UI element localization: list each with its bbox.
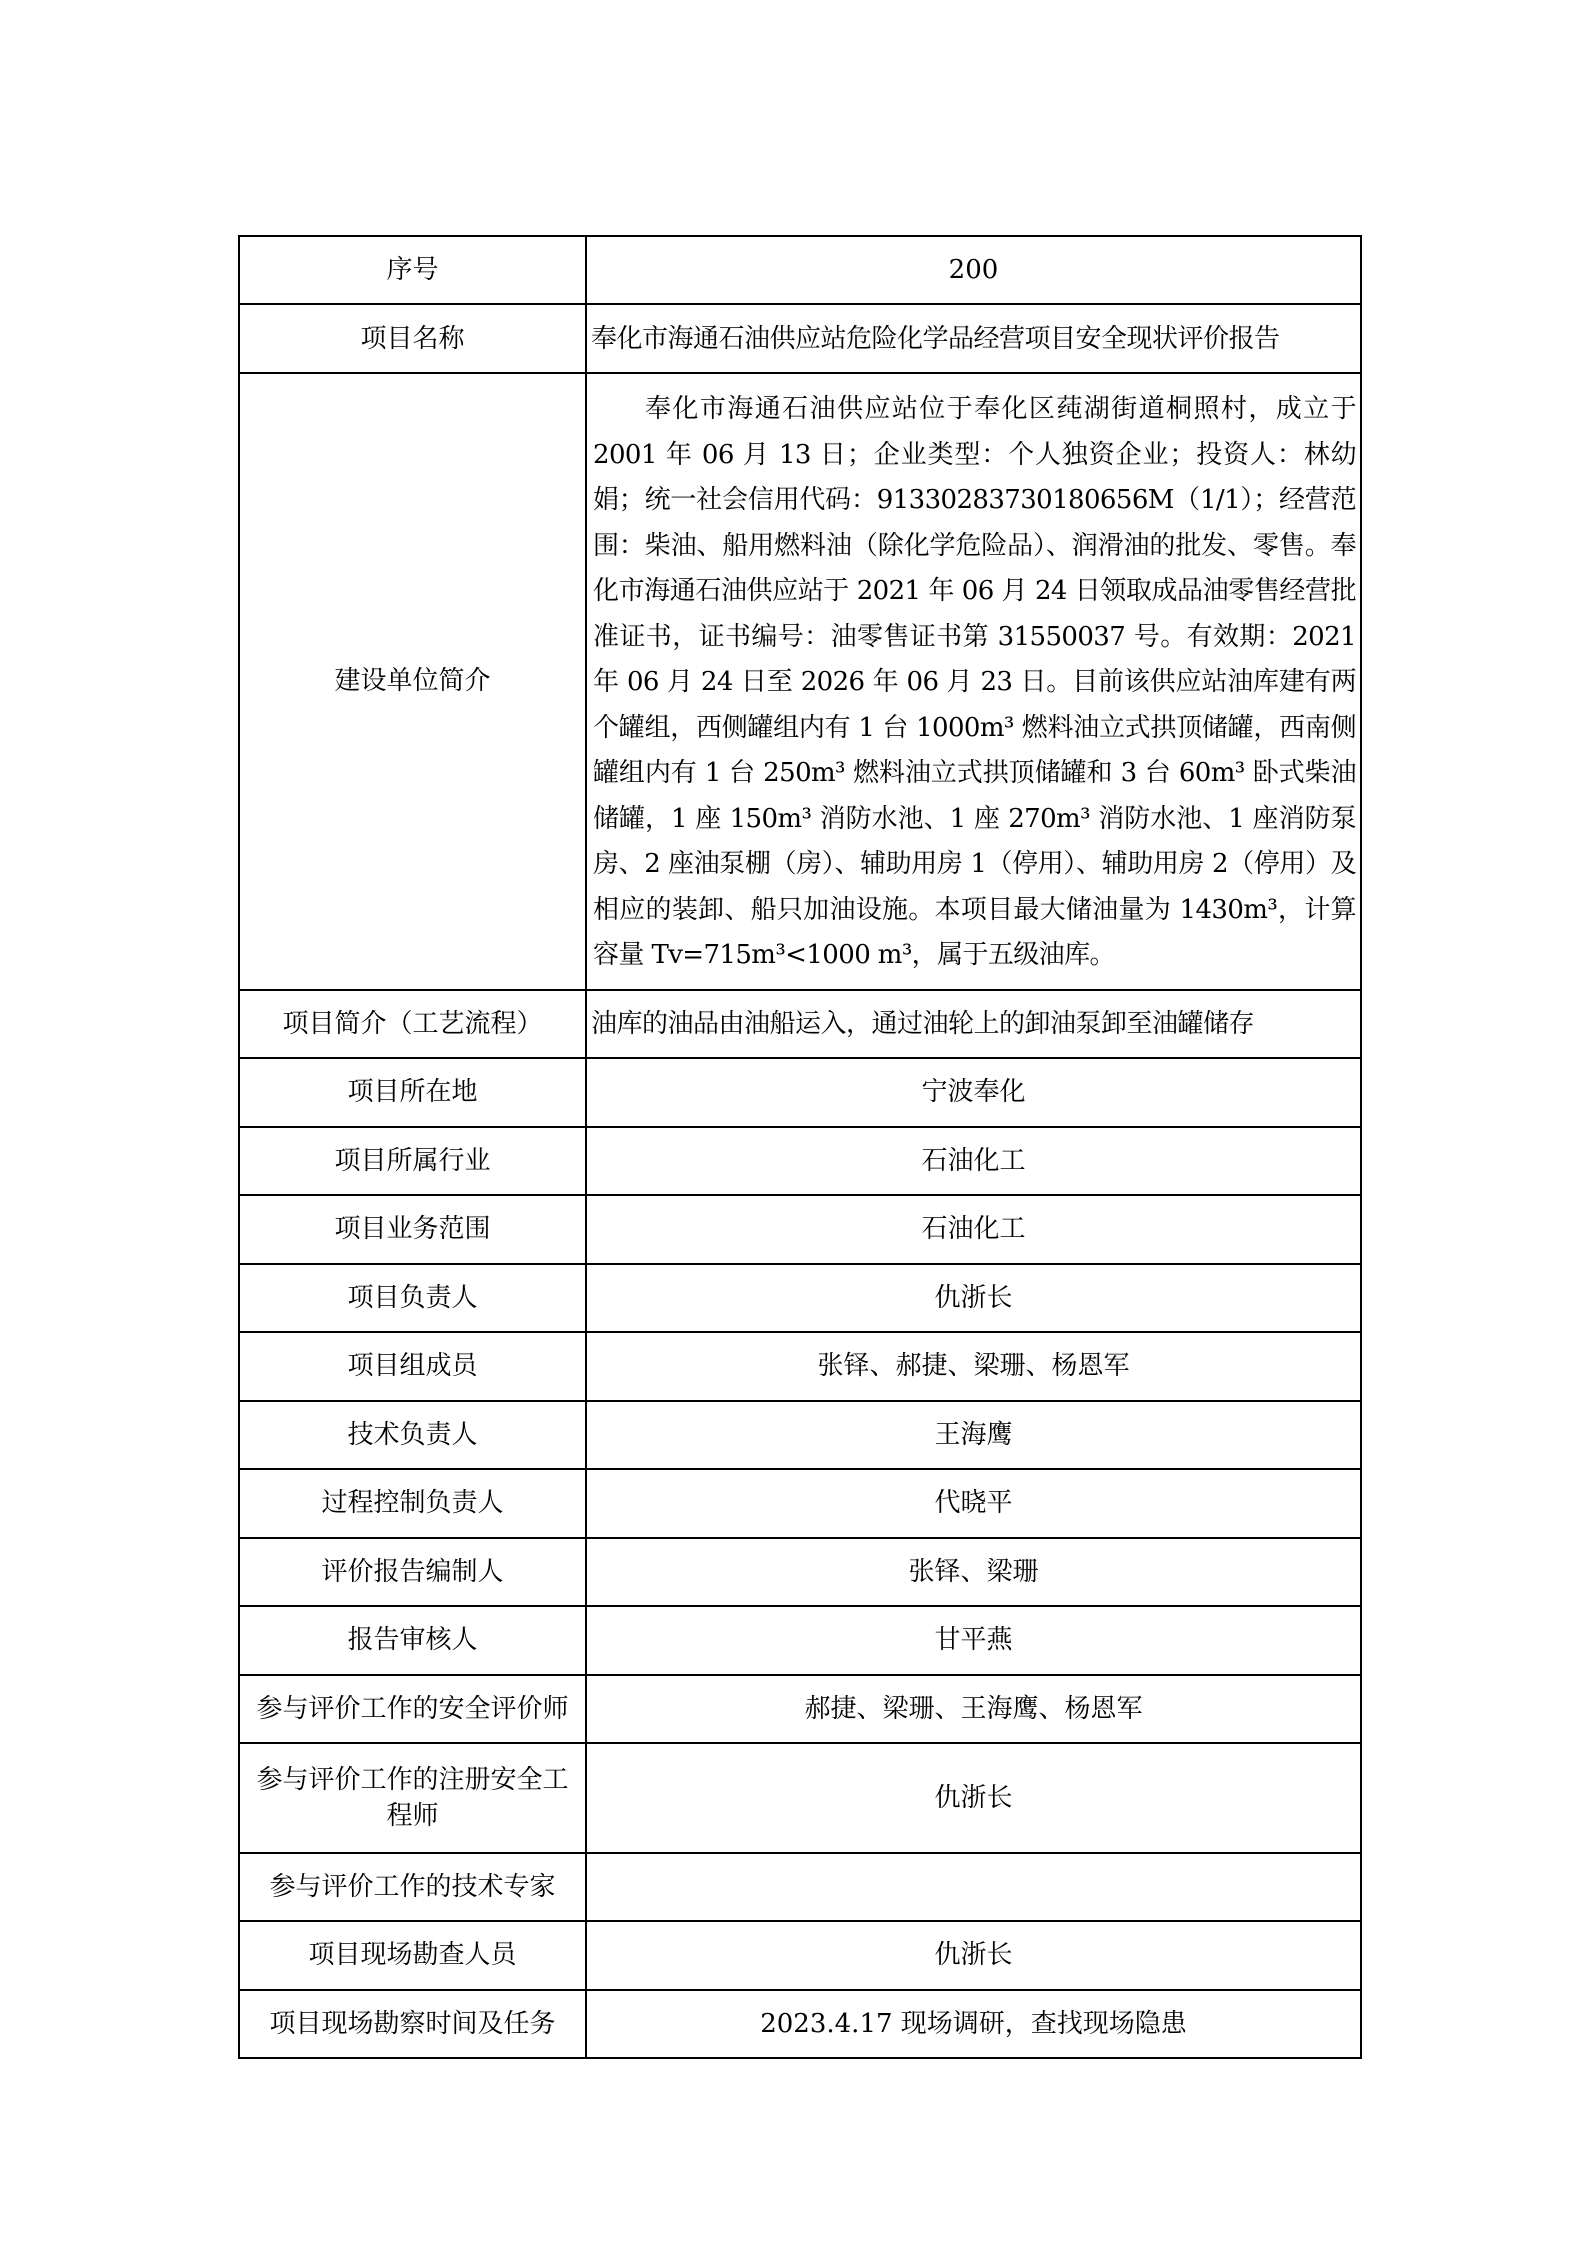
row-label: 项目名称 <box>239 304 586 373</box>
row-label: 报告审核人 <box>239 1606 586 1675</box>
table-row <box>239 1990 1361 2058</box>
row-label: 评价报告编制人 <box>239 1538 586 1606</box>
row-label: 项目简介（工艺流程） <box>239 990 586 1058</box>
row-value: 宁波奉化 <box>586 1058 1361 1127</box>
row-label: 项目现场勘察时间及任务 <box>239 1990 586 2058</box>
table-row <box>239 1469 1361 1538</box>
row-value: 郝捷、梁珊、王海鹰、杨恩军 <box>586 1675 1361 1743</box>
row-label: 技术负责人 <box>239 1401 586 1469</box>
row-value: 200 <box>586 236 1361 304</box>
table-row <box>239 1195 1361 1264</box>
row-label: 项目业务范围 <box>239 1195 586 1264</box>
row-label: 参与评价工作的安全评价师 <box>239 1675 586 1743</box>
table-row <box>239 1127 1361 1195</box>
table-row <box>239 1401 1361 1469</box>
row-value: 油库的油品由油船运入，通过油轮上的卸油泵卸至油罐储存 <box>586 990 1361 1058</box>
table-row <box>239 990 1361 1058</box>
row-value: 仇浙长 <box>586 1743 1361 1853</box>
row-label: 项目负责人 <box>239 1264 586 1332</box>
table-row <box>239 1538 1361 1606</box>
row-value <box>586 1853 1361 1921</box>
row-label: 建设单位简介 <box>239 373 586 990</box>
row-label: 参与评价工作的技术专家 <box>239 1853 586 1921</box>
row-label: 序号 <box>239 236 586 304</box>
company-description: 奉化市海通石油供应站位于奉化区莼湖街道桐照村，成立于 2001 年 06 月 13 日；企业类型：个人独资企业；投资人：林幼娟；统一社会信用代码：91330283730180656M（1/1）；经营范围：柴油、船用燃料油（除化学危险品）、润滑油的批发、零售。奉化市海通石油供应站于 2021 年 06 月 24 日领取成品油零售经营批准证书，证书编号：油零售证书第 31550037 号。有效期：2021 年 06 月 24 日至 2026 年 06 月 23 日。目前该供应站油库建有两个罐组，西侧罐组内有 1 台 1000m³ 燃料油立式拱顶储罐，西南侧罐组内有 1 台 250m³ 燃料油立式拱顶储罐和 3 台 60m³ 卧式柴油储罐，1 座 150m³ 消防水池、1 座 270m³ 消防水池、1 座消防泵房、2 座油泵棚（房）、辅助用房 1（停用）、辅助用房 2（停用）及相应的装卸、船只加油设施。本项目最大储油量为 1430m³，计算容量 Tv=715m³<1000 m³，属于五级油库。 <box>586 373 1361 990</box>
row-value: 代晓平 <box>586 1469 1361 1538</box>
row-label: 项目组成员 <box>239 1332 586 1401</box>
row-label: 参与评价工作的注册安全工程师 <box>239 1743 586 1853</box>
row-value: 王海鹰 <box>586 1401 1361 1469</box>
row-value: 石油化工 <box>586 1127 1361 1195</box>
row-value: 石油化工 <box>586 1195 1361 1264</box>
row-label: 项目现场勘查人员 <box>239 1921 586 1990</box>
table-row <box>239 373 1361 990</box>
table-row <box>239 1675 1361 1743</box>
table-row <box>239 1921 1361 1990</box>
row-value: 甘平燕 <box>586 1606 1361 1675</box>
row-value: 2023.4.17 现场调研，查找现场隐患 <box>586 1990 1361 2058</box>
table-row <box>239 1606 1361 1675</box>
row-label: 过程控制负责人 <box>239 1469 586 1538</box>
row-value: 奉化市海通石油供应站危险化学品经营项目安全现状评价报告 <box>586 304 1361 373</box>
table-row <box>239 1743 1361 1853</box>
row-value: 仇浙长 <box>586 1264 1361 1332</box>
row-value: 张铎、郝捷、梁珊、杨恩军 <box>586 1332 1361 1401</box>
row-label: 项目所属行业 <box>239 1127 586 1195</box>
row-label: 项目所在地 <box>239 1058 586 1127</box>
row-value: 张铎、梁珊 <box>586 1538 1361 1606</box>
table-row <box>239 1853 1361 1921</box>
project-info-table <box>238 235 1362 2059</box>
table-row <box>239 236 1361 304</box>
table-row <box>239 304 1361 373</box>
table-row <box>239 1332 1361 1401</box>
table-row <box>239 1264 1361 1332</box>
row-value: 仇浙长 <box>586 1921 1361 1990</box>
table-row <box>239 1058 1361 1127</box>
